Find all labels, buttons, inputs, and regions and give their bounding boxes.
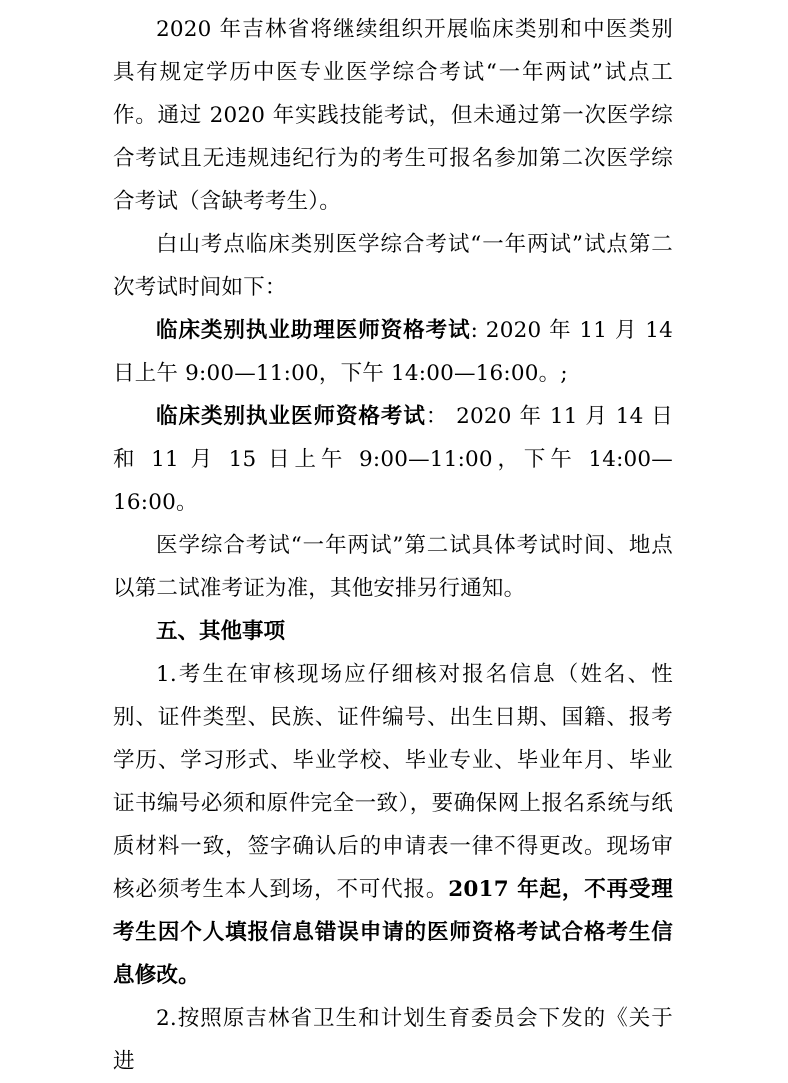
paragraph-baishan-schedule-intro: 白山考点临床类别医学综合考试“一年两试”试点第二次考试时间如下： [113, 232, 673, 300]
paragraph-assistant-exam [113, 309, 673, 395]
practitioner-exam-time: ： 2020 年 11 月 14 日和 11 月 15 日上午 9:00—11:00，下午 14:00—16:00。 [113, 404, 673, 515]
paragraph-pilot-work: 2020 年吉林省将继续组织开展临床类别和中医类别具有规定学历中医专业医学综合考试“一年两试”试点工作。通过 2020 年实践技能考试，但未通过第一次医学综合考试且无违规违纪行为的考生可报名参加第二次医学综合考试（含缺考考生）。 [113, 17, 673, 214]
section-heading-other-matters: 五、其他事项 [156, 619, 286, 644]
assistant-exam-time: : 2020 年 11 月 14 日上午 9:00—11:00，下午 14:00—16:00。; [113, 318, 673, 386]
list-item-2-health-commission: 2.按照原吉林省卫生和计划生育委员会下发的《关于进 [113, 1006, 673, 1074]
practitioner-exam-label: 临床类别执业医师资格考试 [156, 404, 426, 429]
paragraph-practitioner-exam [113, 395, 673, 524]
assistant-exam-label: 临床类别执业助理医师资格考试 [156, 318, 471, 343]
list-item-1-verify-info [113, 653, 673, 997]
list-item-1-text: 1.考生在审核现场应仔细核对报名信息（姓名、性别、证件类型、民族、证件编号、出生日期、国籍、报考学历、学习形式、毕业学校、毕业专业、毕业年月、毕业证书编号必须和原件完全一致），要确保网上报名系统与纸质材料一致，签字确认后的申请表一律不得更改。现场审核必须考生本人到场，不可代报。 [113, 662, 673, 902]
list-item-1-emphasis: 2017 年起，不再受理考生因个人填报信息错误申请的医师资格考试合格考生信息修改。 [113, 877, 673, 988]
paragraph-admission-ticket: 医学综合考试“一年两试”第二试具体考试时间、地点以第二试准考证为准，其他安排另行通知。 [113, 533, 673, 601]
